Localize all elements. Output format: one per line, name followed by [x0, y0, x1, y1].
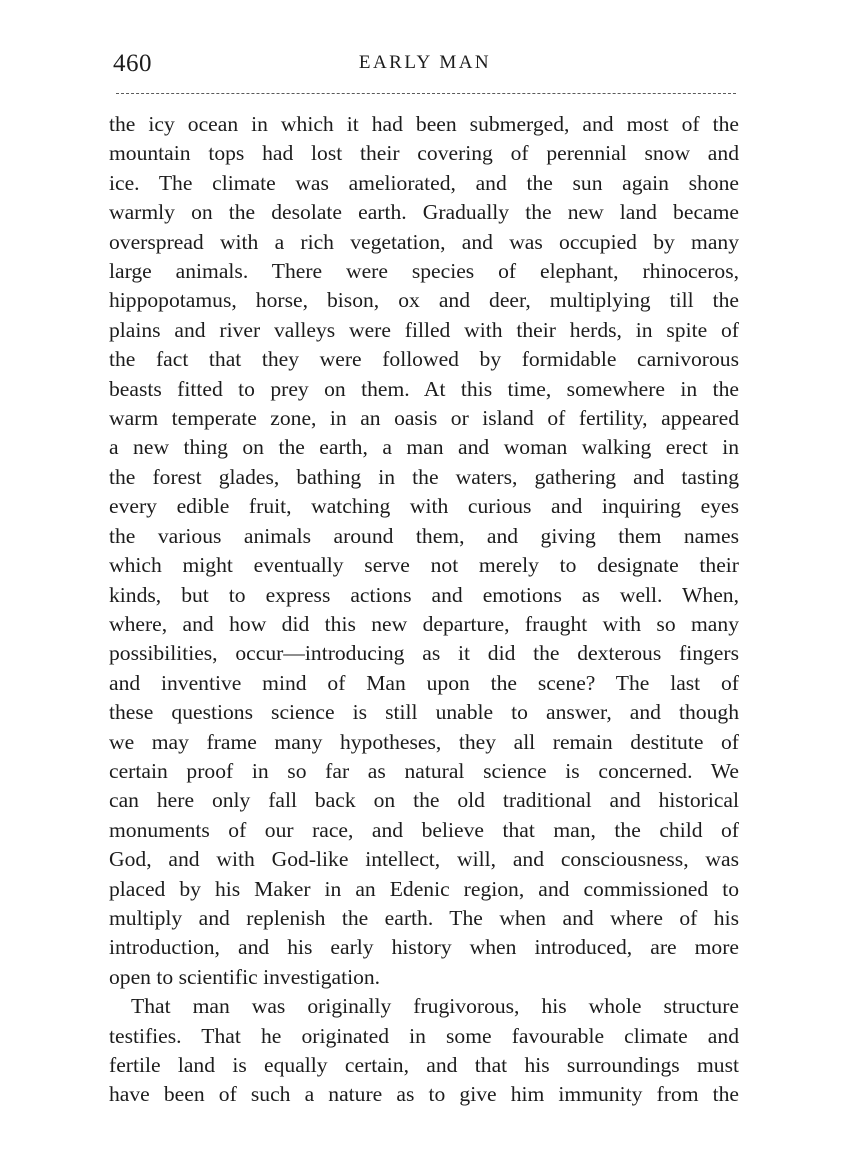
text-line: beasts fitted to prey on them. At this time, somewhere in the	[109, 376, 739, 401]
text-line: warmly on the desolate earth. Gradually the new land became	[109, 200, 739, 225]
text-line: testifies. That he originated in some favourable climate and	[109, 1023, 739, 1048]
text-line: mountain tops had lost their covering of perennial snow and	[109, 141, 739, 166]
text-line: the various animals around them, and giving them names	[109, 523, 739, 548]
text-line: overspread with a rich vegetation, and was occupied by many	[109, 229, 739, 254]
text-line: and inventive mind of Man upon the scene? The last of	[109, 670, 739, 695]
text-line: certain proof in so far as natural science is concerned. We	[109, 758, 739, 783]
text-line: can here only fall back on the old traditional and historical	[109, 788, 739, 813]
text-line: placed by his Maker in an Edenic region, and commissioned to	[109, 876, 739, 901]
text-line: these questions science is still unable to answer, and though	[109, 700, 739, 725]
text-line: the forest glades, bathing in the waters, gathering and tasting	[109, 464, 739, 489]
body-text	[109, 110, 739, 1110]
text-line: That man was originally frugivorous, his whole structure	[131, 994, 739, 1019]
text-line: hippopotamus, horse, bison, ox and deer, multiplying till the	[109, 288, 739, 313]
running-head	[113, 44, 738, 84]
text-line: we may frame many hypotheses, they all remain destitute of	[109, 729, 739, 754]
text-line: every edible fruit, watching with curious and inquiring eyes	[109, 494, 739, 519]
header-rule	[116, 93, 736, 94]
text-line: monuments of our race, and believe that man, the child of	[109, 817, 739, 842]
page-number: 460	[113, 50, 152, 77]
text-line: a new thing on the earth, a man and woman walking erect in	[109, 435, 739, 460]
running-title: EARLY MAN	[358, 52, 492, 73]
text-line: large animals. There were species of elephant, rhinoceros,	[109, 259, 739, 284]
paragraph	[109, 110, 739, 992]
text-line: plains and river valleys were filled with their herds, in spite of	[109, 317, 739, 342]
text-line: God, and with God-like intellect, will, and consciousness, was	[109, 847, 739, 872]
text-line: kinds, but to express actions and emotions as well. When,	[109, 582, 739, 607]
text-line: which might eventually serve not merely to designate their	[109, 553, 739, 578]
text-line: introduction, and his early history when introduced, are more	[109, 935, 739, 960]
text-line: possibilities, occur—introducing as it did the dexterous fingers	[109, 641, 739, 666]
text-line: ice. The climate was ameliorated, and the sun again shone	[109, 170, 739, 195]
text-line: the fact that they were followed by formidable carnivorous	[109, 347, 739, 372]
text-line: where, and how did this new departure, fraught with so many	[109, 611, 739, 636]
text-line: fertile land is equally certain, and that his surroundings must	[109, 1053, 739, 1077]
text-line: multiply and replenish the earth. The when and where of his	[109, 905, 739, 930]
paragraph	[109, 992, 739, 1110]
text-line: have been of such a nature as to give him immunity from the	[109, 1082, 739, 1107]
text-line: warm temperate zone, in an oasis or island of fertility, appeared	[109, 406, 739, 431]
text-line: open to scientific investigation.	[109, 964, 381, 989]
text-line: the icy ocean in which it had been submerged, and most of the	[109, 112, 739, 136]
